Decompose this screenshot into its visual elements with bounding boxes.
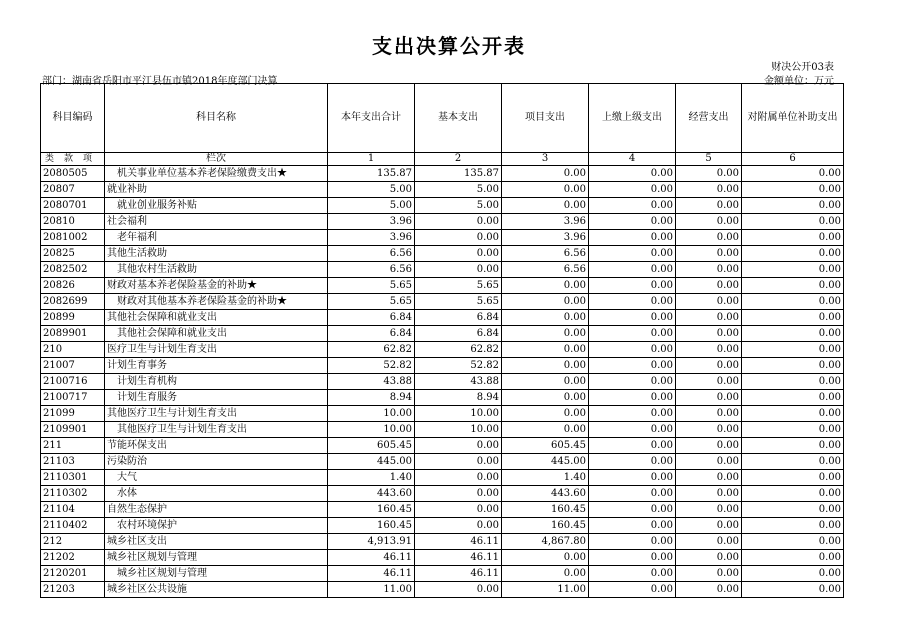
amount-cell: 0.00	[676, 278, 742, 294]
amount-cell: 605.45	[502, 438, 589, 454]
code-cell: 2089901	[41, 326, 105, 342]
amount-cell: 0.00	[742, 262, 844, 278]
amount-cell: 0.00	[676, 166, 742, 182]
amount-cell: 0.00	[676, 406, 742, 422]
amount-cell: 0.00	[676, 230, 742, 246]
amount-cell: 0.00	[676, 374, 742, 390]
amount-cell: 0.00	[589, 342, 676, 358]
name-cell: 老年福利	[105, 230, 328, 246]
amount-cell: 0.00	[676, 182, 742, 198]
amount-cell: 0.00	[589, 422, 676, 438]
amount-cell: 0.00	[502, 390, 589, 406]
table-row	[41, 502, 844, 518]
amount-cell: 0.00	[742, 294, 844, 310]
header-cell: 科目名称	[105, 84, 328, 153]
table-row	[41, 566, 844, 582]
amount-cell: 3.96	[502, 230, 589, 246]
code-cell: 211	[41, 438, 105, 454]
amount-cell: 0.00	[742, 358, 844, 374]
amount-cell: 0.00	[676, 390, 742, 406]
amount-cell: 0.00	[502, 358, 589, 374]
amount-cell: 0.00	[742, 454, 844, 470]
amount-cell: 0.00	[742, 374, 844, 390]
amount-cell: 0.00	[676, 358, 742, 374]
amount-cell: 0.00	[742, 550, 844, 566]
amount-cell: 0.00	[502, 374, 589, 390]
amount-cell: 0.00	[415, 230, 502, 246]
amount-cell: 5.00	[415, 198, 502, 214]
amount-cell: 0.00	[502, 550, 589, 566]
code-cell: 2080505	[41, 166, 105, 182]
amount-cell: 0.00	[589, 294, 676, 310]
code-cell: 2110302	[41, 486, 105, 502]
amount-cell: 160.45	[502, 518, 589, 534]
amount-cell: 0.00	[742, 486, 844, 502]
amount-cell: 0.00	[676, 470, 742, 486]
amount-cell: 8.94	[328, 390, 415, 406]
amount-cell: 6.56	[328, 262, 415, 278]
amount-cell: 0.00	[415, 470, 502, 486]
amount-cell: 62.82	[328, 342, 415, 358]
amount-cell: 0.00	[589, 326, 676, 342]
amount-cell: 0.00	[589, 486, 676, 502]
name-cell: 机关事业单位基本养老保险缴费支出★	[105, 166, 328, 182]
table-row	[41, 470, 844, 486]
code-cell: 20810	[41, 214, 105, 230]
table-row	[41, 262, 844, 278]
index-cell: 6	[742, 153, 844, 166]
code-cell: 2110301	[41, 470, 105, 486]
header-cell: 对附属单位补助支出	[742, 84, 844, 153]
index-cell: 3	[502, 153, 589, 166]
name-cell: 城乡社区支出	[105, 534, 328, 550]
amount-cell: 0.00	[676, 342, 742, 358]
amount-cell: 0.00	[676, 310, 742, 326]
name-cell: 计划生育事务	[105, 358, 328, 374]
table-row	[41, 198, 844, 214]
amount-cell: 0.00	[742, 534, 844, 550]
amount-cell: 0.00	[502, 278, 589, 294]
index-cell: 4	[589, 153, 676, 166]
amount-cell: 605.45	[328, 438, 415, 454]
amount-cell: 43.88	[328, 374, 415, 390]
name-cell: 医疗卫生与计划生育支出	[105, 342, 328, 358]
table-row	[41, 422, 844, 438]
amount-cell: 0.00	[742, 566, 844, 582]
header-cell: 项目支出	[502, 84, 589, 153]
amount-cell: 0.00	[742, 518, 844, 534]
amount-cell: 6.84	[328, 310, 415, 326]
amount-cell: 0.00	[589, 534, 676, 550]
table-row	[41, 214, 844, 230]
amount-cell: 0.00	[676, 486, 742, 502]
amount-cell: 46.11	[328, 550, 415, 566]
amount-cell: 0.00	[415, 214, 502, 230]
name-cell: 计划生育服务	[105, 390, 328, 406]
amount-cell: 0.00	[742, 342, 844, 358]
amount-cell: 0.00	[676, 550, 742, 566]
amount-cell: 0.00	[502, 310, 589, 326]
amount-cell: 443.60	[502, 486, 589, 502]
table-row	[41, 438, 844, 454]
table-row	[41, 310, 844, 326]
amount-cell: 0.00	[415, 262, 502, 278]
amount-cell: 0.00	[415, 502, 502, 518]
code-cell: 20825	[41, 246, 105, 262]
table-row	[41, 454, 844, 470]
amount-cell: 0.00	[676, 518, 742, 534]
amount-cell: 0.00	[742, 502, 844, 518]
name-cell: 就业补助	[105, 182, 328, 198]
amount-cell: 0.00	[742, 230, 844, 246]
amount-cell: 0.00	[502, 406, 589, 422]
name-cell: 其他医疗卫生与计划生育支出	[105, 422, 328, 438]
code-cell: 2080701	[41, 198, 105, 214]
code-cell: 2100717	[41, 390, 105, 406]
table-body	[41, 166, 844, 598]
amount-cell: 62.82	[415, 342, 502, 358]
code-cell: 2081002	[41, 230, 105, 246]
amount-cell: 0.00	[502, 326, 589, 342]
amount-cell: 0.00	[676, 214, 742, 230]
index-label: 栏次	[105, 153, 328, 166]
amount-cell: 0.00	[742, 278, 844, 294]
name-cell: 城乡社区公共设施	[105, 582, 328, 598]
name-cell: 大气	[105, 470, 328, 486]
amount-cell: 0.00	[742, 406, 844, 422]
amount-cell: 0.00	[589, 550, 676, 566]
amount-cell: 445.00	[328, 454, 415, 470]
header-cell: 经营支出	[676, 84, 742, 153]
amount-cell: 0.00	[676, 198, 742, 214]
amount-cell: 0.00	[502, 294, 589, 310]
code-cell: 212	[41, 534, 105, 550]
code-cell: 2120201	[41, 566, 105, 582]
amount-cell: 5.00	[415, 182, 502, 198]
amount-cell: 46.11	[328, 566, 415, 582]
amount-cell: 0.00	[589, 454, 676, 470]
amount-cell: 0.00	[676, 262, 742, 278]
amount-cell: 46.11	[415, 534, 502, 550]
code-cell: 20807	[41, 182, 105, 198]
code-cell: 20899	[41, 310, 105, 326]
amount-cell: 0.00	[589, 566, 676, 582]
amount-cell: 160.45	[328, 502, 415, 518]
amount-cell: 0.00	[676, 438, 742, 454]
amount-cell: 0.00	[415, 582, 502, 598]
table-row	[41, 358, 844, 374]
amount-cell: 0.00	[676, 422, 742, 438]
amount-cell: 0.00	[502, 166, 589, 182]
amount-cell: 445.00	[502, 454, 589, 470]
amount-cell: 0.00	[676, 502, 742, 518]
table-row	[41, 582, 844, 598]
amount-cell: 0.00	[742, 582, 844, 598]
amount-cell: 0.00	[415, 246, 502, 262]
table-row	[41, 230, 844, 246]
department-label: 部门：湖南省岳阳市平江县伍市镇2018年度部门决算	[42, 76, 278, 87]
code-cell: 21203	[41, 582, 105, 598]
amount-cell: 0.00	[589, 374, 676, 390]
name-cell: 自然生态保护	[105, 502, 328, 518]
amount-cell: 46.11	[415, 550, 502, 566]
amount-cell: 11.00	[502, 582, 589, 598]
code-cell: 21202	[41, 550, 105, 566]
header-cell: 上缴上级支出	[589, 84, 676, 153]
form-number: 财决公开03表	[771, 62, 834, 73]
amount-cell: 5.00	[328, 182, 415, 198]
amount-cell: 0.00	[502, 422, 589, 438]
amount-cell: 0.00	[589, 198, 676, 214]
header-cell: 科目编码	[41, 84, 105, 153]
code-cell: 21099	[41, 406, 105, 422]
amount-cell: 0.00	[742, 310, 844, 326]
table-row	[41, 326, 844, 342]
amount-cell: 6.84	[415, 326, 502, 342]
amount-cell: 135.87	[328, 166, 415, 182]
amount-cell: 46.11	[415, 566, 502, 582]
amount-cell: 6.56	[502, 262, 589, 278]
amount-cell: 10.00	[328, 422, 415, 438]
name-cell: 城乡社区规划与管理	[105, 550, 328, 566]
amount-cell: 6.84	[415, 310, 502, 326]
amount-cell: 10.00	[328, 406, 415, 422]
category-stub: 类款项	[41, 153, 105, 166]
amount-cell: 443.60	[328, 486, 415, 502]
amount-cell: 10.00	[415, 422, 502, 438]
amount-cell: 0.00	[589, 582, 676, 598]
table-row	[41, 534, 844, 550]
amount-cell: 5.65	[415, 294, 502, 310]
code-cell: 2082502	[41, 262, 105, 278]
amount-cell: 0.00	[676, 246, 742, 262]
amount-cell: 5.65	[415, 278, 502, 294]
amount-cell: 0.00	[589, 278, 676, 294]
amount-cell: 52.82	[415, 358, 502, 374]
table-row	[41, 550, 844, 566]
code-cell: 21104	[41, 502, 105, 518]
amount-cell: 5.65	[328, 294, 415, 310]
amount-cell: 0.00	[589, 502, 676, 518]
name-cell: 其他社会保障和就业支出	[105, 326, 328, 342]
amount-cell: 1.40	[328, 470, 415, 486]
amount-cell: 0.00	[589, 166, 676, 182]
code-cell: 21007	[41, 358, 105, 374]
code-cell: 21103	[41, 454, 105, 470]
amount-cell: 6.56	[328, 246, 415, 262]
amount-cell: 0.00	[502, 198, 589, 214]
amount-cell: 0.00	[676, 326, 742, 342]
amount-cell: 0.00	[676, 582, 742, 598]
table-row	[41, 406, 844, 422]
index-cell: 2	[415, 153, 502, 166]
amount-cell: 6.56	[502, 246, 589, 262]
code-cell: 2109901	[41, 422, 105, 438]
name-cell: 其他农村生活救助	[105, 262, 328, 278]
table-row	[41, 294, 844, 310]
table-row	[41, 166, 844, 182]
name-cell: 其他生活救助	[105, 246, 328, 262]
amount-cell: 0.00	[589, 214, 676, 230]
code-cell: 2082699	[41, 294, 105, 310]
index-cell: 5	[676, 153, 742, 166]
amount-cell: 0.00	[589, 358, 676, 374]
name-cell: 污染防治	[105, 454, 328, 470]
amount-cell: 0.00	[589, 310, 676, 326]
amount-cell: 6.84	[328, 326, 415, 342]
code-cell: 2110402	[41, 518, 105, 534]
table-row	[41, 278, 844, 294]
name-cell: 水体	[105, 486, 328, 502]
amount-cell: 0.00	[676, 566, 742, 582]
name-cell: 其他医疗卫生与计划生育支出	[105, 406, 328, 422]
name-cell: 财政对基本养老保险基金的补助★	[105, 278, 328, 294]
amount-cell: 4,867.80	[502, 534, 589, 550]
name-cell: 其他社会保障和就业支出	[105, 310, 328, 326]
amount-cell: 3.96	[328, 230, 415, 246]
amount-cell: 1.40	[502, 470, 589, 486]
amount-cell: 0.00	[742, 326, 844, 342]
amount-cell: 0.00	[742, 198, 844, 214]
table-row	[41, 182, 844, 198]
amount-cell: 0.00	[502, 182, 589, 198]
amount-cell: 0.00	[742, 182, 844, 198]
table-row	[41, 518, 844, 534]
amount-cell: 0.00	[589, 262, 676, 278]
table-row	[41, 390, 844, 406]
amount-cell: 8.94	[415, 390, 502, 406]
amount-cell: 0.00	[589, 182, 676, 198]
name-cell: 财政对其他基本养老保险基金的补助★	[105, 294, 328, 310]
amount-cell: 0.00	[742, 390, 844, 406]
amount-cell: 0.00	[742, 166, 844, 182]
code-cell: 210	[41, 342, 105, 358]
amount-cell: 0.00	[589, 246, 676, 262]
code-cell: 2100716	[41, 374, 105, 390]
amount-cell: 11.00	[328, 582, 415, 598]
table-row	[41, 246, 844, 262]
table-row	[41, 486, 844, 502]
amount-cell: 0.00	[589, 406, 676, 422]
name-cell: 计划生育机构	[105, 374, 328, 390]
amount-cell: 0.00	[742, 438, 844, 454]
amount-cell: 3.96	[328, 214, 415, 230]
amount-cell: 0.00	[502, 342, 589, 358]
amount-cell: 160.45	[502, 502, 589, 518]
header-row	[41, 84, 844, 153]
amount-cell: 5.00	[328, 198, 415, 214]
amount-cell: 0.00	[589, 518, 676, 534]
amount-cell: 0.00	[676, 454, 742, 470]
header-cell: 本年支出合计	[328, 84, 415, 153]
amount-cell: 0.00	[415, 438, 502, 454]
name-cell: 社会福利	[105, 214, 328, 230]
amount-cell: 0.00	[589, 470, 676, 486]
table-row	[41, 342, 844, 358]
name-cell: 节能环保支出	[105, 438, 328, 454]
index-cell: 1	[328, 153, 415, 166]
amount-cell: 52.82	[328, 358, 415, 374]
page-title: 支出决算公开表	[372, 34, 526, 58]
amount-cell: 0.00	[589, 438, 676, 454]
amount-cell: 0.00	[589, 390, 676, 406]
name-cell: 城乡社区规划与管理	[105, 566, 328, 582]
header-cell: 基本支出	[415, 84, 502, 153]
amount-cell: 0.00	[742, 246, 844, 262]
amount-cell: 3.96	[502, 214, 589, 230]
amount-cell: 0.00	[502, 566, 589, 582]
amount-cell: 0.00	[676, 294, 742, 310]
unit-label: 金额单位：万元	[764, 76, 834, 87]
table-row	[41, 374, 844, 390]
amount-cell: 5.65	[328, 278, 415, 294]
amount-cell: 10.00	[415, 406, 502, 422]
amount-cell: 160.45	[328, 518, 415, 534]
expenditure-table	[40, 83, 844, 598]
amount-cell: 43.88	[415, 374, 502, 390]
amount-cell: 4,913.91	[328, 534, 415, 550]
amount-cell: 0.00	[742, 470, 844, 486]
amount-cell: 0.00	[676, 534, 742, 550]
name-cell: 农村环境保护	[105, 518, 328, 534]
amount-cell: 0.00	[415, 518, 502, 534]
amount-cell: 0.00	[415, 454, 502, 470]
amount-cell: 0.00	[415, 486, 502, 502]
amount-cell: 135.87	[415, 166, 502, 182]
amount-cell: 0.00	[742, 422, 844, 438]
index-row	[41, 153, 844, 166]
amount-cell: 0.00	[589, 230, 676, 246]
amount-cell: 0.00	[742, 214, 844, 230]
code-cell: 20826	[41, 278, 105, 294]
name-cell: 就业创业服务补贴	[105, 198, 328, 214]
